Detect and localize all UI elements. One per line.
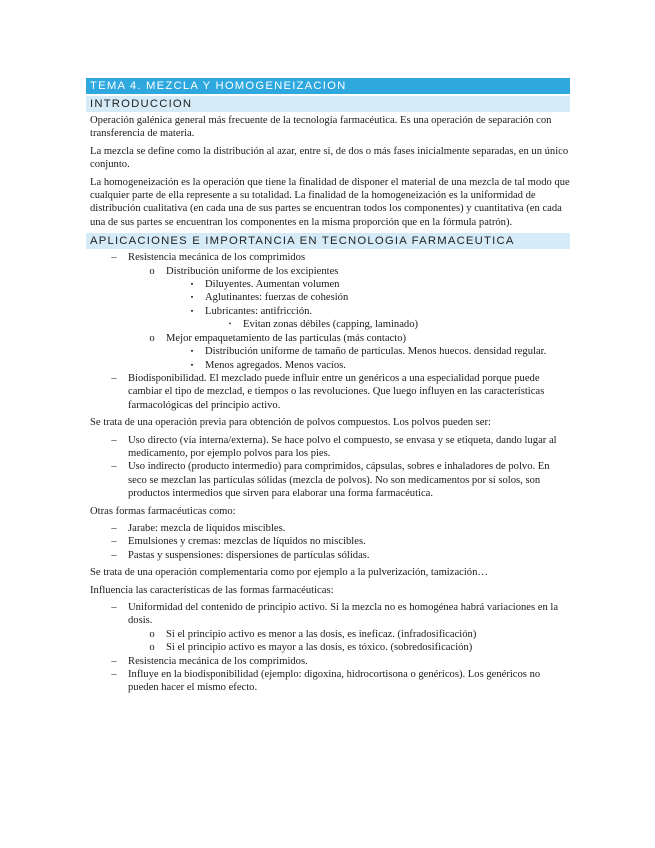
list-item: ▪ Diluyentes. Aumentan volumen bbox=[86, 278, 570, 291]
dash-bullet: – bbox=[111, 522, 117, 534]
circle-bullet: o bbox=[149, 628, 155, 640]
dash-bullet: – bbox=[111, 461, 117, 473]
circle-bullet: o bbox=[149, 332, 155, 344]
dash-bullet: – bbox=[111, 669, 117, 681]
section-heading-introduccion: INTRODUCCION bbox=[86, 96, 570, 112]
dash-bullet: – bbox=[111, 252, 117, 264]
list-item: – Resistencia mecánica de los comprimidos. bbox=[86, 655, 570, 668]
intro-paragraph-1: Operación galénica general más frecuente de la tecnología farmacéutica. Es una operación de separación con transferencia de materia. bbox=[90, 115, 552, 140]
list-item: o Mejor empaquetamiento de las partículas (más contacto) bbox=[86, 332, 570, 345]
list-item: o Distribución uniforme de los excipientes bbox=[86, 265, 570, 278]
list-item: – Uniformidad del contenido de principio activo. Si la mezcla no es homogénea habrá variaciones en la dosis. bbox=[86, 601, 570, 628]
dot-bullet: • bbox=[228, 320, 232, 329]
list-item: – Jarabe: mezcla de líquidos miscibles. bbox=[86, 522, 570, 535]
list-item: – Biodisponibilidad. El mezclado puede influir entre un genéricos a una especialidad porque puede cambiar el tipo de mezclad, e tiempos o las revoluciones. Que luego influyen en las características farmacológicas del principio activo. bbox=[86, 372, 570, 412]
list-item: o Si el principio activo es mayor a las dosis, es tóxico. (sobredosificación) bbox=[86, 641, 570, 654]
dash-bullet: – bbox=[111, 536, 117, 548]
dash-bullet: – bbox=[111, 372, 117, 384]
square-bullet: ▪ bbox=[190, 280, 194, 289]
circle-bullet: o bbox=[149, 642, 155, 654]
dash-bullet: – bbox=[111, 655, 117, 667]
list-item: ▪ Aglutinantes: fuerzas de cohesión bbox=[86, 291, 570, 304]
intro-paragraph-3: La homogeneización es la operación que tiene la finalidad de disponer el material de una mezcla de tal modo que cualquier parte de ella represente a su totalidad. La finalidad de la homogeneización es la uniformidad de distribución cualitativa (en cada una de sus partes se encuentran todos los componentes) y cuantitativa (en cada una de sus partes se encuentran los componentes en la misma proporción que en la fórmula patrón). bbox=[90, 176, 570, 228]
intro-paragraph-2: La mezcla se define como la distribución al azar, entre sí, de dos o más fases inicialmente separadas, en un único conjunto. bbox=[90, 145, 569, 171]
list-item: ▪ Menos agregados. Menos vacíos. bbox=[86, 359, 570, 372]
dash-bullet: – bbox=[111, 549, 117, 561]
list-item: – Pastas y suspensiones: dispersiones de partículas sólidas. bbox=[86, 549, 570, 562]
influencia-paragraph: Influencia las características de las formas farmacéuticas: bbox=[90, 584, 334, 596]
document-title: TEMA 4. MEZCLA Y HOMOGENEIZACION bbox=[86, 78, 570, 94]
section-heading-aplicaciones: APLICACIONES E IMPORTANCIA EN TECNOLOGIA FARMACEUTICA bbox=[86, 233, 570, 249]
list-item: – Influye en la biodisponibilidad (ejemplo: digoxina, hidrocortisona o genéricos). Los genéricos no pueden hacer el mismo efecto. bbox=[86, 668, 570, 695]
otras-formas-paragraph: Otras formas farmacéuticas como: bbox=[90, 505, 236, 517]
complementaria-paragraph: Se trata de una operación complementaria como por ejemplo a la pulverización, tamización… bbox=[90, 567, 488, 579]
square-bullet: ▪ bbox=[190, 306, 194, 315]
square-bullet: ▪ bbox=[190, 293, 194, 302]
list-item: o Si el principio activo es menor a las dosis, es ineficaz. (infradosificación) bbox=[86, 628, 570, 641]
square-bullet: ▪ bbox=[190, 347, 194, 356]
list-item: • Evitan zonas débiles (capping, laminado) bbox=[86, 318, 570, 331]
document-page bbox=[86, 78, 570, 695]
dash-bullet: – bbox=[111, 602, 117, 613]
list-item: – Uso directo (vía interna/externa). Se hace polvo el compuesto, se envasa y se etiqueta, dando lugar al medicamento, por ejemplo polvos para los pies. bbox=[86, 434, 570, 461]
list-item: – Uso indirecto (producto intermedio) para comprimidos, cápsulas, sobres e inhaladores de polvo. En seco se mezclan las partículas sólidas (mezcla de polvos). No son medicamentos por sí solos, son productos intermedios que sirven para elaborar una forma farmacéutica. bbox=[86, 460, 570, 500]
list-item: – Resistencia mecánica de los comprimidos bbox=[86, 251, 570, 264]
circle-bullet: o bbox=[149, 265, 155, 277]
list-item: ▪ Distribución uniforme de tamaño de partículas. Menos huecos. densidad regular. bbox=[86, 345, 570, 358]
dash-bullet: – bbox=[111, 434, 117, 446]
list-item: – Emulsiones y cremas: mezclas de líquidos no miscibles. bbox=[86, 535, 570, 548]
list-item: ▪ Lubricantes: antifricción. bbox=[86, 305, 570, 318]
polvos-intro-paragraph: Se trata de una operación previa para obtención de polvos compuestos. Los polvos pueden ser: bbox=[90, 417, 491, 429]
square-bullet: ▪ bbox=[190, 360, 194, 369]
